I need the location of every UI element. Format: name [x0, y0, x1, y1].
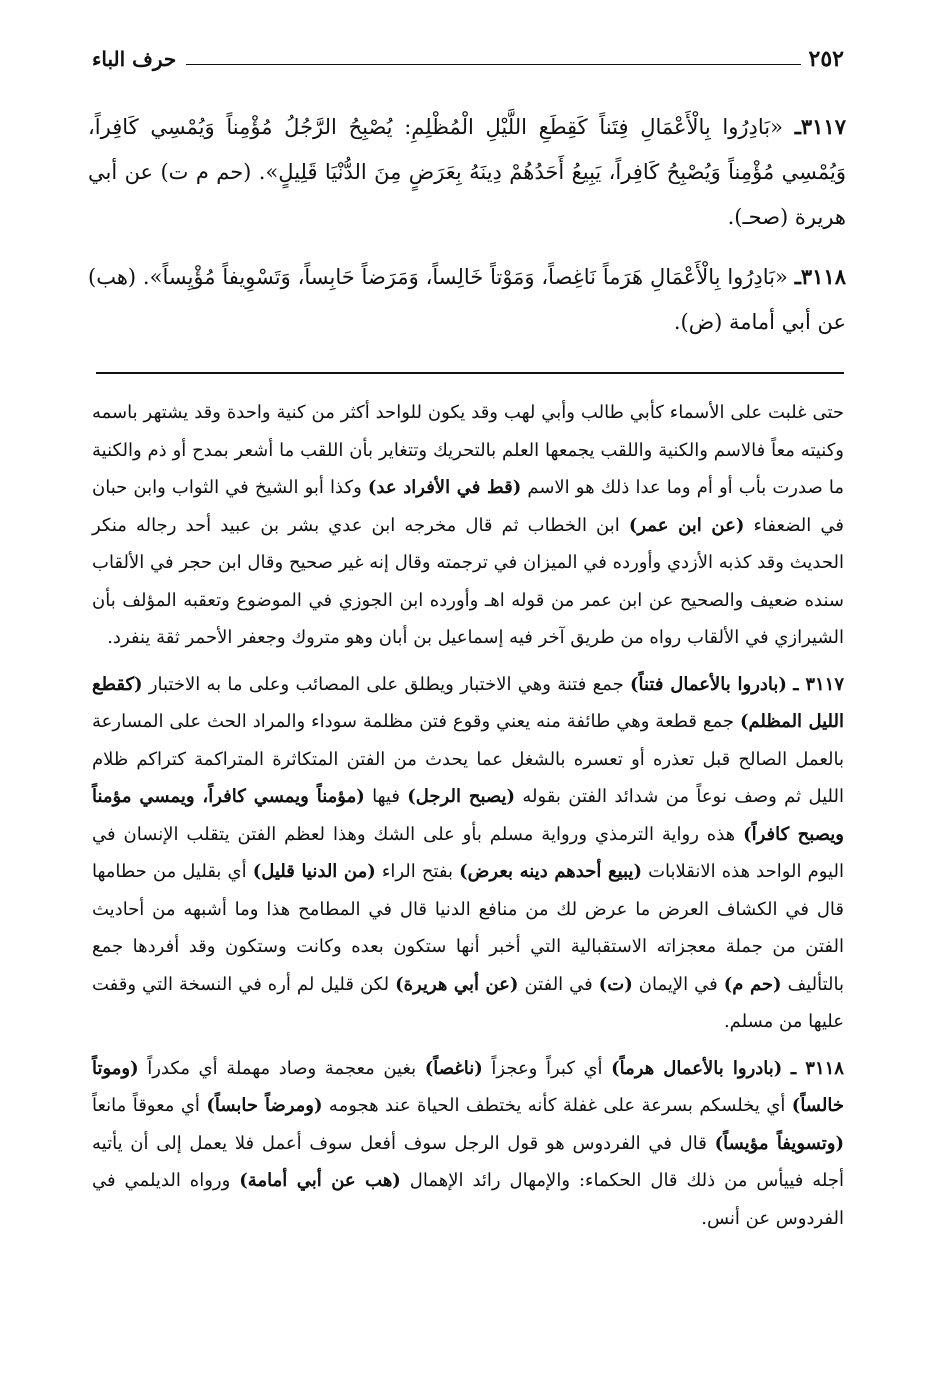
- commentary-paragraph-3118: [92, 1050, 844, 1238]
- commentary-text: أي يخلسكم بسرعة على غفلة كأنه يختطف الحياة عند هجومه: [328, 1095, 786, 1116]
- hadith-narrator: عن أبي أمامة (ض).: [673, 310, 846, 334]
- commentary-bold: (ناغصاً): [424, 1057, 483, 1079]
- commentary-number: ٣١١٧ ـ: [793, 673, 844, 695]
- commentary-bold: (ت): [598, 973, 633, 995]
- hadith-source: (حم م ت): [160, 160, 252, 184]
- hadith-separator: ـ: [794, 264, 801, 289]
- hadith-number: ٣١١٧: [800, 114, 846, 139]
- commentary-bold: (بادروا بالأعمال فتناً): [629, 673, 787, 695]
- commentary-text: في الإيمان: [638, 973, 718, 995]
- commentary-text: في الفتن: [524, 973, 593, 995]
- commentary-bold: (مؤمناً ويمسي كافراً، ويمسي مؤمناً ويصبح كافراً): [92, 786, 844, 845]
- commentary-text: بغين معجمة وصاد مهملة أي مكدراً: [147, 1057, 417, 1079]
- commentary-text: جمع قطعة وهي طائفة منه يعني وقوع فتن مظلمة سوداء والمراد الحث على المسارعة بالعمل الصالح قبل تعذره أو تعسره بالشغل عما يحدث من الفتن المتكاثرة المتراكمة كتراكم ظلام الليل ثم وصف نوعاً من شدائد الفتن بقوله: [92, 711, 844, 807]
- hadith-narrator: عن أبي هريرة (صحـ).: [88, 160, 846, 229]
- chapter-title: حرف الباء: [92, 47, 177, 71]
- footnote-divider: [96, 372, 844, 374]
- commentary-bold: (وموتاً خالساً): [92, 1057, 844, 1116]
- commentary-text: ابن الخطاب ثم قال مخرجه ابن عدي بشر بن عبيد أحد رجاله منكر الحديث وقد كذبه الأزدي وأورده في الميزان في ترجمته وقال إنه غير صحيح وقال ابن حجر في الألقاب سنده ضعيف والصحيح عن ابن عمر من قوله اهـ وأورده ابن الجوزي في الموضوع وتعقبه المؤلف بأن الشيرازي في الألقاب رواه من طريق آخر فيه إسماعيل بن أبان وهو متروك وجعفر الأحمر ثقة ينفرد.: [92, 514, 844, 648]
- commentary-bold: (عن ابن عمر): [628, 514, 745, 536]
- commentary-text: قال في الفردوس هو قول الرجل سوف أفعل سوف أعمل فلا يعمل إلى أن يأتيه أجله فييأس من ذلك قال الحكماء: والإمهال رائد الإهمال: [92, 1132, 844, 1191]
- hadith-source: (هب): [88, 265, 137, 289]
- commentary-bold: (ومرضاً حابساً): [206, 1095, 323, 1116]
- commentary-text: أي بقليل من حطامها قال في الكشاف العرض ما عرض لك من منافع الدنيا قال في المطامح هذا وما أشبهه من أحاديث الفتن من جملة معجزاته الاستقبالية التي أخبر أنها ستكون بعده وكانت وستكون وقد أفردها جمع بالتأليف: [92, 861, 845, 995]
- commentary-number: ٣١١٨ ـ: [790, 1057, 844, 1079]
- commentary-bold: (عن أبي هريرة): [395, 973, 519, 995]
- commentary-text: بفتح الراء: [381, 861, 453, 882]
- commentary-bold: (وتسويفاً مؤيساً): [714, 1132, 844, 1154]
- commentary-text: حتى غلبت على الأسماء كأبي طالب وأبي لهب وقد يكون للواحد أكثر من كنية واحدة وقد يشتهر باسمه وكنيته معاً فالاسم والكنية واللقب يجمعها العلم بالتحريك وتتغاير بأن اللقب ما أشعر بمدح أو ذم والكنية ما صدرت بأب أو أم وما عدا ذلك هو الاسم: [92, 402, 844, 498]
- commentary-paragraph-3117: [92, 666, 844, 1041]
- commentary-bold: (كقطع الليل المظلم): [92, 673, 845, 732]
- header-rule: [186, 64, 800, 65]
- commentary-section: [92, 394, 844, 1246]
- commentary-paragraph-continued: [92, 394, 844, 657]
- commentary-text: جمع فتنة وهي الاختبار ويطلق على المصائب وعلى ما به الاختبار: [148, 673, 624, 695]
- commentary-text: لكن قليل لم أره في النسخة التي وقفت عليها من مسلم.: [92, 973, 844, 1032]
- hadith-text-section: [88, 104, 846, 359]
- commentary-bold: (حم م): [723, 973, 782, 995]
- commentary-bold: (يبيع أحدهم دينه بعرض): [459, 861, 642, 882]
- hadith-3118: [88, 254, 846, 345]
- hadith-3117: [88, 104, 846, 240]
- commentary-bold: (يصبح الرجل): [407, 786, 516, 807]
- commentary-text: أي معوقاً مانعاً: [92, 1095, 200, 1116]
- commentary-text: أي كبراً وعجزاً: [491, 1057, 603, 1079]
- page-header: [92, 38, 844, 72]
- commentary-bold: (قط في الأفراد عد): [367, 477, 522, 498]
- hadith-quote: «بَادِرُوا بِالْأَعْمَالِ فِتَناً كَقِطَعِ اللَّيْلِ الْمُظْلِمِ: يُصْبِحُ الرَّجُلُ مُؤْمِناً وَيُمْسِي كَافِراً، وَيُمْسِي مُؤْمِناً وَيُصْبِحُ كَافِراً، يَبِيعُ أَحَدُهُمْ دِينَهُ بِعَرَضٍ مِنَ الدُّنْيَا قَلِيلٍ».: [88, 115, 846, 184]
- commentary-bold: (من الدنيا قليل): [252, 861, 376, 882]
- hadith-quote: «بَادِرُوا بِالْأَعْمَالِ هَرَماً نَاغِصاً، وَمَوْتاً خَالِساً، وَمَرَضاً حَابِساً، وَتَسْوِيفاً مُؤْيِساً».: [142, 265, 788, 289]
- commentary-text: هذه رواية الترمذي ورواية مسلم بأو على الشك وهذا لعظم الفتن يتقلب الإنسان في اليوم الواحد هذه الانقلابات: [92, 823, 844, 882]
- commentary-bold: (بادروا بالأعمال هرماً): [611, 1057, 783, 1079]
- hadith-number: ٣١١٨: [800, 264, 846, 289]
- commentary-bold: (هب عن أبي أمامة): [239, 1170, 401, 1191]
- commentary-text: فيها: [372, 786, 400, 807]
- commentary-text: ورواه الديلمي في الفردوس عن أنس.: [92, 1170, 844, 1229]
- page-number: ٢٥٢: [808, 46, 844, 72]
- hadith-separator: ـ: [794, 114, 801, 139]
- commentary-text: وكذا أبو الشيخ في الثواب وابن حبان في الضعفاء: [92, 477, 844, 536]
